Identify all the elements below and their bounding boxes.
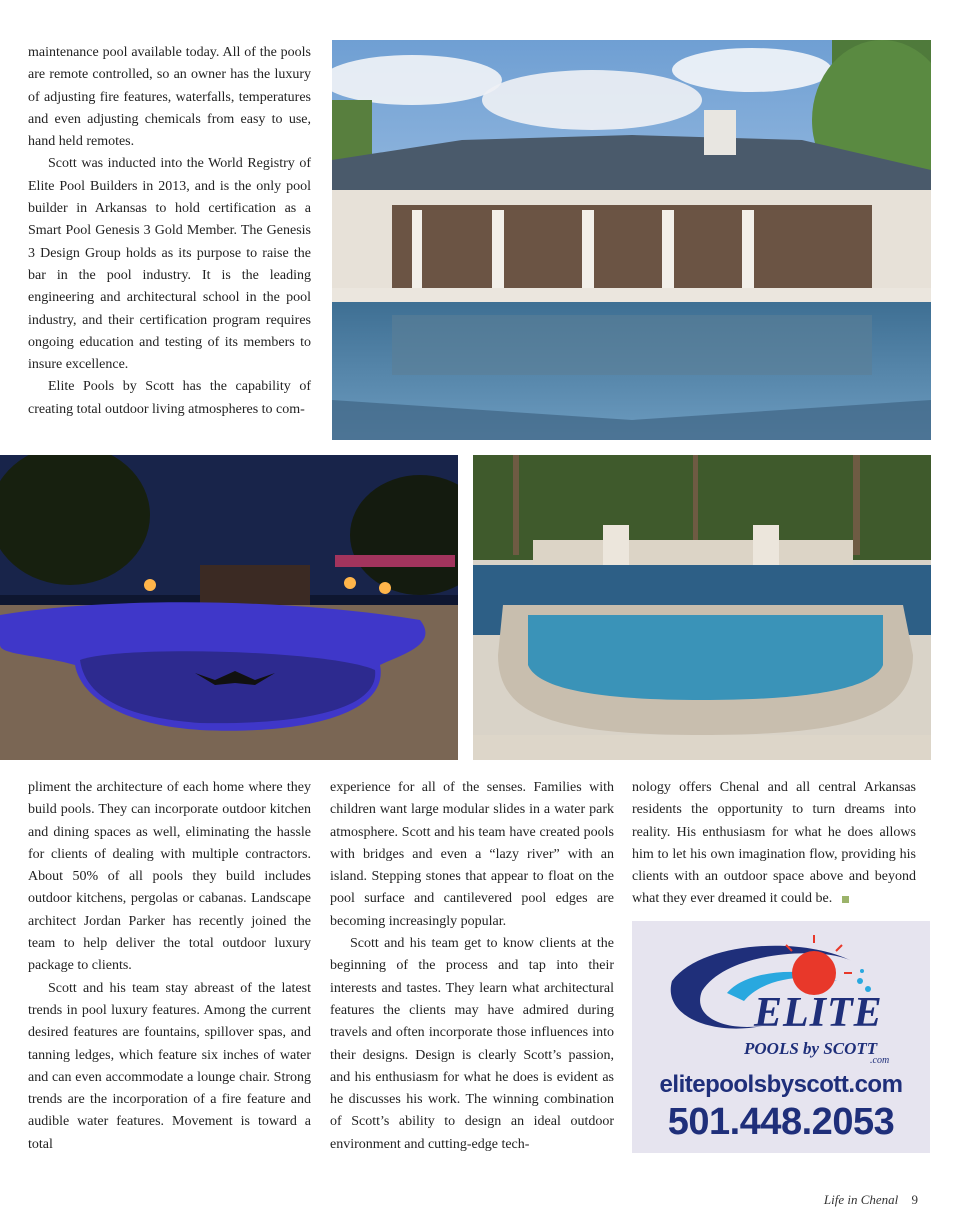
page-footer: [824, 1192, 918, 1208]
top-text-column: [28, 42, 311, 421]
paragraph: experience for all of the senses. Families with children want large modular slides in a water park atmosphere. Scott and his team have created pools with bridges and even a “lazy river” with an island. Stepping stones that appear to float on the pool surface and cantilevered pool edges are becoming increasingly popular.: [330, 780, 614, 929]
text-column-3: [632, 777, 916, 911]
page-number: 9: [911, 1192, 918, 1207]
text-column-2: [330, 777, 614, 1156]
publication-name: Life in Chenal: [823, 1192, 899, 1207]
paragraph: Elite Pools by Scott has the capability of creating total outdoor living atmospheres to com-: [28, 379, 311, 417]
night-pool-photo: [0, 455, 458, 760]
elite-pools-ad[interactable]: [632, 921, 930, 1153]
ad-dotcom: .com: [870, 1055, 890, 1066]
paragraph: pliment the architecture of each home where they build pools. They can incorporate outdoor kitchen and dining spaces as well, eliminating the hassle for clients of dealing with multiple contractors. About 50% of all pools they build includes outdoor kitchens, pergolas or cabanas. Landscape architect Jordan Parker has recently joined the team to help deliver the total outdoor luxury package to clients.: [28, 780, 311, 974]
spa-pool-photo: [473, 455, 931, 760]
ad-pools-by-scott: POOLS by SCOTT: [744, 1039, 878, 1058]
text-column-1: [28, 777, 311, 1156]
ad-website-link[interactable]: elitepoolsbyscott.com: [659, 1071, 903, 1098]
paragraph: Scott and his team stay abreast of the latest trends in pool luxury features. Among the current desired features are fountains, spillover spas, and tanning ledges, which feature six inches of water and can even accommodate a lounge chair. Strong trends are the incorporation of a fire feature and audible water features. Movement is toward a total: [28, 980, 311, 1152]
ad-elite-wordmark: ELITE: [754, 990, 883, 1036]
end-of-article-mark: [842, 896, 849, 903]
paragraph: Scott was inducted into the World Registry of Elite Pool Builders in 2013, and is the only pool builder in Arkansas to hold certification as a Smart Pool Genesis 3 Gold Member. The Genesis 3 Design Group holds as its purpose to raise the bar in the pool industry. It is the leading engineering and architectural school in the pool industry, and their certification program requires ongoing education and testing of its members to insure excellence.: [28, 156, 311, 373]
ad-phone-number[interactable]: 501.448.2053: [667, 1101, 895, 1143]
paragraph: Scott and his team get to know clients at the beginning of the process and tap into their interests and tastes. They learn what architectural features the clients may have admired during travels and often incorporate those influences into their designs. Design is clearly Scott’s passion, and his enthusiasm for what he does is evident as he discusses his work. The winning combination of Scott’s ability to design an ideal outdoor environment and cutting-edge tech-: [330, 936, 614, 1152]
paragraph: maintenance pool available today. All of the pools are remote controlled, so an owner has the luxury of adjusting fire features, waterfalls, temperatures and even adjusting chemicals from easy to use, hand held remotes.: [28, 45, 311, 150]
house-pool-photo: [332, 40, 931, 440]
paragraph: nology offers Chenal and all central Arkansas residents the opportunity to turn dreams into reality. His enthusiasm for what he does allows him to let his own imagination flow, providing his clients with an outdoor space above and beyond what they ever dreamed it could be.: [632, 780, 916, 907]
